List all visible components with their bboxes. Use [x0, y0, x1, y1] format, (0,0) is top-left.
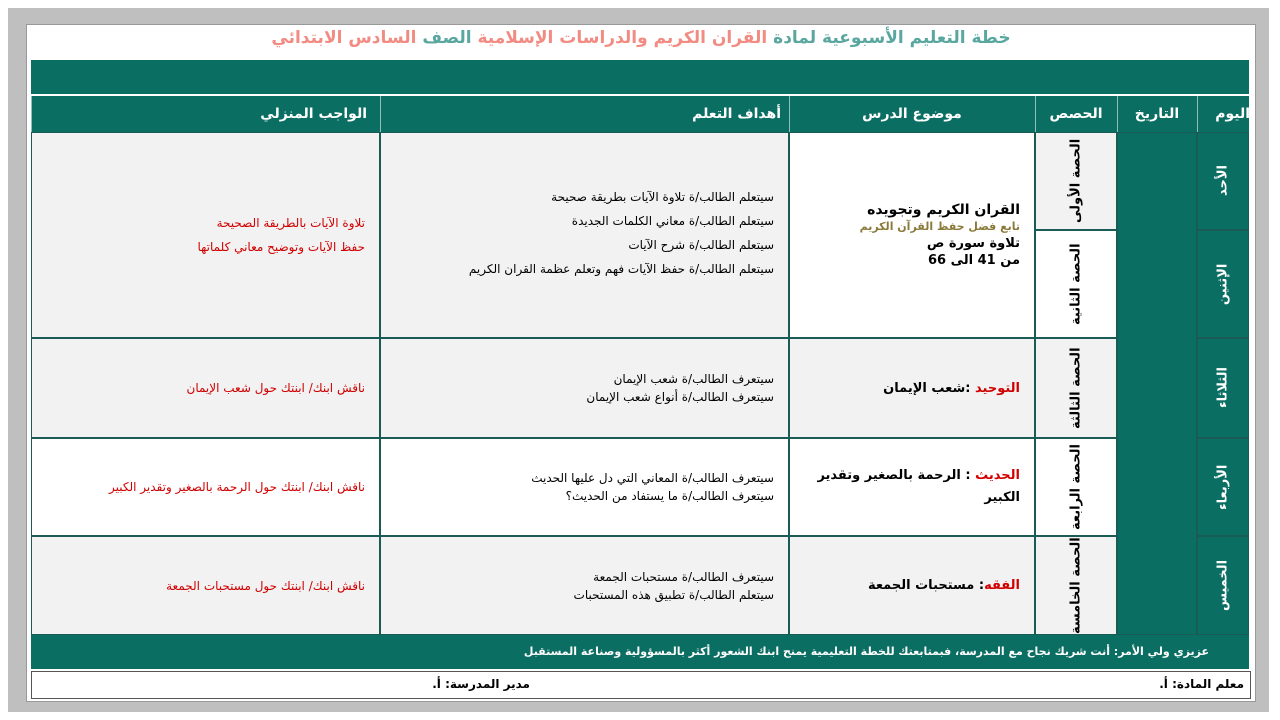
day-sunday: الأحد — [1197, 132, 1249, 230]
topic-quran-range: من 41 الى 66 — [927, 253, 1020, 268]
goal-item: سيتعلم الطالب/ة حفظ الآيات فهم وتعلم عظمة القران الكريم — [468, 262, 774, 276]
topic-quran-title: القران الكريم وتجويده — [867, 202, 1020, 218]
goals-tawheed — [380, 338, 789, 438]
title-part-1: خطة التعليم الأسبوعية لمادة — [767, 28, 1011, 48]
day-monday: الإثنين — [1197, 230, 1249, 338]
header-goals — [380, 96, 787, 132]
principal-signature: مدير المدرسة: أ. — [432, 677, 530, 691]
homework-item: تلاوة الآيات بالطريقة الصحيحة — [216, 216, 365, 230]
homework-quran — [31, 132, 380, 338]
topic-fiqh-label: الفقه — [984, 578, 1020, 593]
header-topic: موضوع الدرس — [789, 96, 1034, 132]
homework-tawheed — [31, 338, 380, 438]
topic-quran — [789, 132, 1035, 338]
period-3: الحصة الثالثة — [1035, 338, 1117, 438]
header-date: التاريخ — [1117, 96, 1196, 132]
plan-sheet — [26, 24, 1256, 702]
table-header — [31, 96, 1249, 132]
homework-hadith — [31, 438, 380, 536]
day-thursday — [1197, 536, 1249, 635]
topic-quran-subtitle: تابع فضل حفظ القرآن الكريم — [859, 220, 1020, 233]
period-5: الحصة الخامسة — [1035, 536, 1117, 635]
title-part-3: الصف — [416, 28, 478, 48]
parent-message: عزيزي ولي الأمر: أنت شريك نجاح مع المدرسة، فبمتابعتك للخطة التعليمية يمنح ابنك الشعور أكثر بالمسؤولية وصناعة المستقبل — [523, 645, 1209, 658]
goal-item: سيتعلم الطالب/ة معاني الكلمات الجديدة — [571, 214, 774, 228]
homework-item: ناقش ابنك/ ابنتك حول الرحمة بالصغير وتقدير الكبير — [109, 480, 365, 494]
goal-item: سيتعرف الطالب/ة المعاني التي دل عليها الحديث — [531, 471, 774, 485]
day-thursday-label: الخميس — [1215, 559, 1231, 612]
title-grade: السادس الابتدائي — [271, 28, 417, 48]
homework-fiqh — [31, 536, 380, 635]
plan-table — [31, 132, 1249, 635]
period-1: الحصة الأولى — [1035, 132, 1117, 230]
goal-item: سيتعلم الطالب/ة تطبيق هذه المستحبات — [573, 587, 774, 602]
header-day: اليوم — [1197, 96, 1250, 132]
topic-tawheed-text: :شعب الإيمان — [883, 380, 976, 396]
goal-item: سيتعرف الطالب/ة ما يستفاد من الحديث؟ — [565, 489, 774, 503]
goal-item: سيتعلم الطالب/ة تلاوة الآيات بطريقة صحيحة — [551, 190, 774, 204]
goal-item: سيتعرف الطالب/ة شعب الإيمان — [613, 372, 774, 386]
teacher-signature: معلم المادة: أ. — [1159, 677, 1244, 691]
topic-quran-surah: تلاوة سورة ص — [926, 236, 1020, 251]
top-banner — [31, 60, 1249, 94]
topic-hadith — [789, 438, 1035, 536]
header-homework-label: الواجب المنزلي — [260, 106, 367, 122]
topic-hadith-text: : الرحمة بالصغير وتقدير الكبير — [817, 468, 1020, 505]
day-wednesday: الأربعاء — [1197, 438, 1249, 536]
parent-message-bar — [31, 635, 1249, 669]
homework-item: ناقش ابنك/ ابنتك حول مستحبات الجمعة — [166, 578, 365, 593]
period-4: الحصة الرابعة — [1035, 438, 1117, 536]
page-frame — [8, 8, 1269, 712]
goal-item: سيتعلم الطالب/ة شرح الآيات — [628, 238, 774, 252]
goal-item: سيتعرف الطالب/ة مستحبات الجمعة — [593, 569, 774, 584]
title-subject: القران الكريم والدراسات الإسلامية — [477, 28, 768, 48]
day-tuesday: الثلاثاء — [1197, 338, 1249, 438]
topic-fiqh-text: : مستحبات الجمعة — [867, 578, 985, 593]
topic-hadith-label: الحديث — [975, 468, 1020, 483]
goals-quran — [380, 132, 789, 338]
header-homework — [31, 96, 379, 132]
goals-hadith — [380, 438, 789, 536]
goal-item: سيتعرف الطالب/ة أنواع شعب الإيمان — [586, 390, 774, 404]
topic-fiqh — [789, 536, 1035, 635]
homework-item: حفظ الآيات وتوضيح معاني كلماتها — [197, 240, 365, 254]
topic-tawheed — [789, 338, 1035, 438]
homework-item: ناقش ابنك/ ابنتك حول شعب الإيمان — [186, 381, 365, 395]
topic-tawheed-label: التوحيد — [975, 380, 1020, 396]
period-2: الحصة الثانية — [1035, 230, 1117, 338]
date-column — [1117, 132, 1197, 635]
goals-fiqh — [380, 536, 789, 635]
header-periods: الحصص — [1035, 96, 1116, 132]
signature-row — [31, 671, 1251, 699]
header-goals-label: أهداف التعلم — [692, 106, 781, 122]
